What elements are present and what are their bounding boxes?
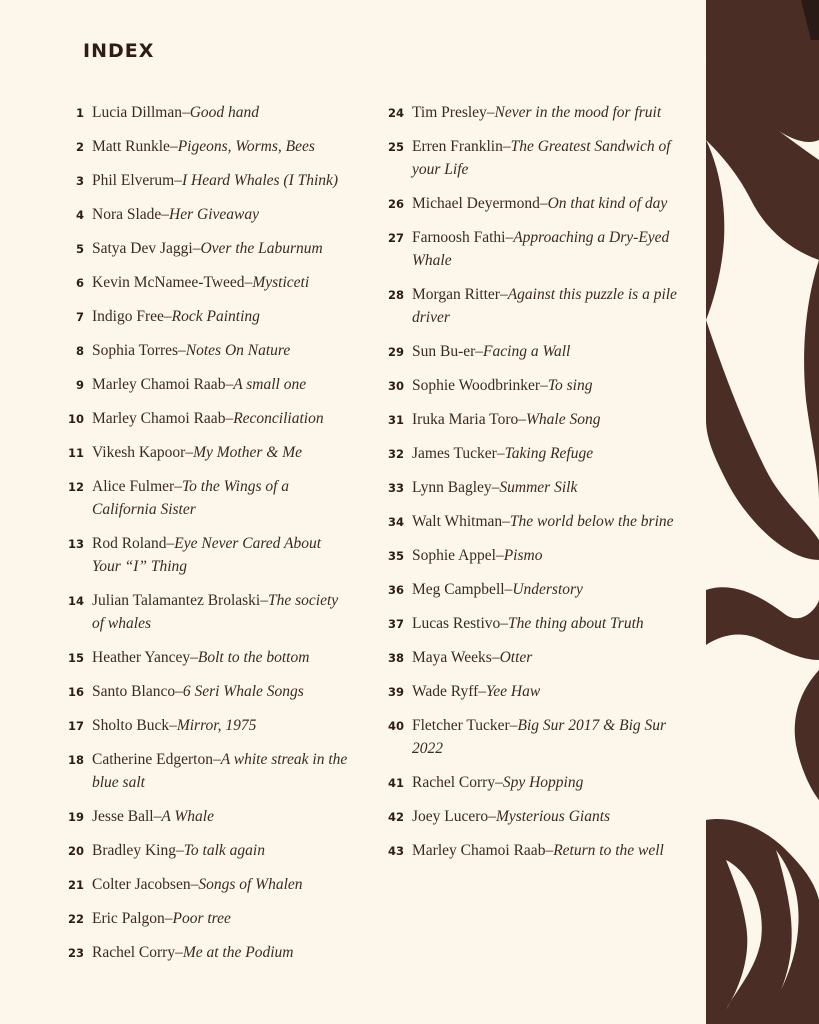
entry-text — [92, 339, 290, 362]
entry-title: Approaching a Dry-Eyed Whale — [412, 229, 670, 269]
entry-separator: – — [488, 808, 496, 825]
entry-separator: – — [499, 286, 508, 303]
index-entry — [380, 771, 680, 794]
entry-title: The thing about Truth — [508, 615, 644, 632]
entry-number: 38 — [387, 651, 404, 665]
entry-author: Indigo Free — [92, 308, 164, 325]
entry-title: Reconciliation — [233, 410, 324, 427]
entry-title: Poor tree — [172, 910, 231, 927]
entry-title: 6 Seri Whale Songs — [182, 683, 304, 700]
entry-text — [412, 192, 667, 215]
index-entry — [58, 748, 348, 794]
entry-separator: – — [504, 581, 513, 598]
index-entry — [380, 612, 680, 635]
entry-text — [412, 510, 674, 533]
entry-separator: – — [174, 172, 182, 189]
entry-author: Santo Blanco — [92, 683, 176, 700]
entry-author: Colter Jacobsen — [92, 876, 191, 893]
entry-text — [412, 612, 644, 635]
entry-author: Joey Lucero — [412, 808, 489, 825]
entry-text — [412, 135, 680, 181]
index-entry — [58, 941, 348, 964]
index-entry — [380, 442, 680, 465]
entry-separator: – — [225, 410, 234, 427]
index-entry — [58, 680, 348, 703]
entry-text — [92, 135, 315, 158]
entry-text — [412, 226, 680, 272]
entry-title: Me at the Podium — [182, 944, 294, 961]
entry-title: On that kind of day — [547, 195, 668, 212]
entry-separator: – — [175, 944, 183, 961]
entry-text — [92, 441, 302, 464]
entry-text — [92, 169, 338, 192]
entry-number: 41 — [387, 776, 404, 790]
entry-title: Mirror, 1975 — [176, 717, 257, 734]
index-entry — [58, 135, 348, 158]
index-entry — [380, 374, 680, 397]
index-entry — [58, 339, 348, 362]
entry-author: Marley Chamoi Raab — [92, 376, 226, 393]
entry-number: 20 — [67, 844, 84, 858]
entry-author: Satya Dev Jaggi — [92, 240, 193, 257]
entry-author: Sun Bu-er — [412, 343, 476, 360]
entry-number: 24 — [387, 106, 404, 120]
entry-title: Rock Painting — [171, 308, 260, 325]
entry-number: 28 — [387, 288, 404, 302]
entry-text — [92, 373, 306, 396]
index-entry — [58, 646, 348, 669]
entry-number: 30 — [387, 379, 404, 393]
entry-text — [92, 805, 214, 828]
entry-author: Jesse Ball — [92, 808, 154, 825]
index-entry — [380, 839, 680, 862]
entry-number: 7 — [75, 310, 84, 324]
entry-author: Michael Deyermond — [412, 195, 540, 212]
entry-title: Spy Hopping — [502, 774, 584, 791]
entry-number: 39 — [387, 685, 404, 699]
entry-text — [412, 101, 661, 124]
entry-number: 29 — [387, 345, 404, 359]
entry-text — [92, 271, 309, 294]
index-column-right — [380, 101, 680, 873]
entry-title: Songs of Whalen — [198, 876, 303, 893]
entry-title: Never in the mood for fruit — [494, 104, 662, 121]
entry-separator: – — [185, 444, 194, 461]
index-entry — [380, 805, 680, 828]
entry-text — [92, 305, 260, 328]
entry-separator: – — [545, 842, 554, 859]
entry-text — [412, 340, 570, 363]
entry-text — [92, 101, 259, 124]
entry-number: 13 — [67, 537, 84, 551]
entry-separator: – — [475, 343, 484, 360]
entry-author: Tim Presley — [412, 104, 487, 121]
entry-text — [92, 475, 348, 521]
entry-author: Meg Campbell — [412, 581, 505, 598]
entry-title: Against this puzzle is a pile driver — [412, 286, 677, 326]
entry-separator: – — [163, 308, 172, 325]
index-entry — [380, 510, 680, 533]
entry-number: 6 — [75, 276, 84, 290]
entry-number: 18 — [67, 753, 84, 767]
entry-text — [412, 805, 610, 828]
marbled-artwork-image — [706, 0, 819, 1024]
entry-number: 43 — [387, 844, 404, 858]
index-entry — [58, 101, 348, 124]
entry-separator: – — [502, 138, 511, 155]
entry-author: Bradley King — [92, 842, 176, 859]
entry-number: 31 — [387, 413, 404, 427]
entry-number: 3 — [75, 174, 84, 188]
entry-author: Sholto Buck — [92, 717, 170, 734]
entry-author: Eric Palgon — [92, 910, 165, 927]
entry-text — [92, 589, 348, 635]
entry-title: Taking Refuge — [504, 445, 594, 462]
index-entry — [380, 226, 680, 272]
entry-text — [92, 839, 265, 862]
entry-title: The Greatest Sandwich of your Life — [412, 138, 671, 178]
entry-separator: – — [175, 842, 184, 859]
index-entry — [380, 680, 680, 703]
entry-number: 25 — [387, 140, 404, 154]
entry-separator: – — [495, 547, 504, 564]
index-entry — [380, 192, 680, 215]
entry-title: Bolt to the bottom — [197, 649, 310, 666]
index-entry — [58, 271, 348, 294]
index-entry — [58, 441, 348, 464]
entry-author: Lynn Bagley — [412, 479, 492, 496]
index-entry — [58, 373, 348, 396]
index-entry — [58, 407, 348, 430]
entry-title: Whale Song — [525, 411, 601, 428]
entry-text — [92, 646, 309, 669]
entry-text — [412, 839, 664, 862]
entry-text — [92, 680, 304, 703]
entry-number: 34 — [387, 515, 404, 529]
entry-number: 42 — [387, 810, 404, 824]
entry-author: Alice Fulmer — [92, 478, 175, 495]
entry-title: Mysterious Giants — [495, 808, 611, 825]
entry-title: A white streak in the blue salt — [92, 751, 348, 791]
entry-number: 21 — [67, 878, 84, 892]
entry-number: 22 — [67, 912, 84, 926]
entry-author: Nora Slade — [92, 206, 162, 223]
entry-text — [412, 680, 540, 703]
entry-text — [412, 374, 592, 397]
entry-text — [92, 407, 324, 430]
entry-separator: – — [518, 411, 526, 428]
entry-number: 5 — [75, 242, 84, 256]
entry-title: Eye Never Cared About Your “I” Thing — [92, 535, 322, 575]
entry-separator: – — [539, 195, 548, 212]
entry-author: Julian Talamantez Brolaski — [92, 592, 261, 609]
index-entry — [380, 101, 680, 124]
entry-title: Over the Laburnum — [200, 240, 323, 257]
entry-number: 16 — [67, 685, 84, 699]
entry-number: 37 — [387, 617, 404, 631]
entry-title: Understory — [512, 581, 583, 598]
entry-author: Sophie Appel — [412, 547, 496, 564]
index-entry — [58, 589, 348, 635]
entry-number: 15 — [67, 651, 84, 665]
entry-separator: – — [496, 445, 505, 462]
entry-author: Rachel Corry — [92, 944, 176, 961]
entry-separator: – — [161, 206, 170, 223]
index-entry — [380, 714, 680, 760]
entry-separator: – — [190, 876, 199, 893]
entry-author: Walt Whitman — [412, 513, 503, 530]
index-heading: INDEX — [83, 40, 155, 62]
entry-title: I Heard Whales (I Think) — [181, 172, 339, 189]
index-entry — [58, 475, 348, 521]
entry-separator: – — [500, 615, 508, 632]
entry-text — [412, 714, 680, 760]
entry-title: To talk again — [183, 842, 265, 859]
entry-separator: – — [478, 683, 487, 700]
entry-author: Erren Franklin — [412, 138, 503, 155]
entry-author: Kevin McNamee-Tweed — [92, 274, 245, 291]
index-entry — [380, 544, 680, 567]
index-entry — [380, 135, 680, 181]
entry-separator: – — [178, 342, 186, 359]
entry-title: To sing — [547, 377, 593, 394]
entry-title: My Mother & Me — [193, 444, 302, 461]
entry-number: 36 — [387, 583, 404, 597]
entry-text — [412, 283, 680, 329]
entry-text — [412, 408, 600, 431]
entry-title: Her Giveaway — [169, 206, 260, 223]
entry-separator: – — [181, 104, 190, 121]
entry-number: 32 — [387, 447, 404, 461]
index-entry — [58, 237, 348, 260]
entry-author: Maya Weeks — [412, 649, 492, 666]
entry-title: A Whale — [161, 808, 214, 825]
entry-title: Otter — [499, 649, 533, 666]
entry-separator: – — [169, 138, 178, 155]
entry-text — [92, 203, 259, 226]
entry-number: 40 — [387, 719, 404, 733]
entry-separator: – — [164, 910, 173, 927]
entry-separator: – — [169, 717, 177, 734]
entry-text — [412, 578, 583, 601]
entry-text — [412, 544, 542, 567]
index-entry — [58, 532, 348, 578]
entry-text — [412, 646, 532, 669]
entry-author: Lucas Restivo — [412, 615, 501, 632]
entry-text — [92, 714, 256, 737]
entry-separator: – — [212, 751, 221, 768]
entry-text — [92, 237, 323, 260]
entry-number: 14 — [67, 594, 84, 608]
index-entry — [58, 873, 348, 896]
entry-author: Phil Elverum — [92, 172, 175, 189]
index-entry — [58, 907, 348, 930]
marbled-artwork — [706, 0, 819, 1024]
entry-separator: – — [509, 717, 518, 734]
entry-separator: – — [505, 229, 514, 246]
entry-number: 1 — [75, 106, 84, 120]
entry-author: Sophia Torres — [92, 342, 179, 359]
entry-number: 2 — [75, 140, 84, 154]
entry-separator: – — [502, 513, 510, 530]
entry-separator: – — [153, 808, 162, 825]
entry-title: Mysticeti — [252, 274, 310, 291]
entry-separator: – — [486, 104, 495, 121]
entry-separator: – — [192, 240, 201, 257]
entry-title: Notes On Nature — [185, 342, 291, 359]
entry-title: To the Wings of a California Sister — [92, 478, 290, 518]
entry-separator: – — [491, 649, 500, 666]
entry-separator: – — [491, 479, 500, 496]
entry-separator: – — [260, 592, 268, 609]
entry-author: James Tucker — [412, 445, 497, 462]
entry-title: The society of whales — [92, 592, 339, 632]
entry-author: Marley Chamoi Raab — [412, 842, 546, 859]
index-entry — [58, 169, 348, 192]
entry-title: Pigeons, Worms, Bees — [177, 138, 315, 155]
entry-author: Catherine Edgerton — [92, 751, 213, 768]
entry-author: Fletcher Tucker — [412, 717, 510, 734]
entry-separator: – — [175, 683, 183, 700]
entry-title: The world below the brine — [509, 513, 674, 530]
entry-text — [412, 442, 593, 465]
entry-title: Facing a Wall — [483, 343, 571, 360]
entry-number: 27 — [387, 231, 404, 245]
entry-number: 8 — [75, 344, 84, 358]
entry-title: Yee Haw — [486, 683, 541, 700]
entry-text — [412, 476, 577, 499]
index-entry — [58, 714, 348, 737]
entry-separator: – — [244, 274, 253, 291]
entry-number: 23 — [67, 946, 84, 960]
entry-title: Summer Silk — [499, 479, 578, 496]
index-entry — [58, 203, 348, 226]
entry-number: 33 — [387, 481, 404, 495]
entry-separator: – — [174, 478, 182, 495]
index-entry — [58, 305, 348, 328]
entry-title: Return to the well — [553, 842, 664, 859]
entry-number: 10 — [67, 412, 84, 426]
entry-separator: – — [495, 774, 503, 791]
entry-title: Good hand — [189, 104, 260, 121]
entry-title: Big Sur 2017 & Big Sur 2022 — [412, 717, 667, 757]
index-entry — [380, 408, 680, 431]
entry-number: 35 — [387, 549, 404, 563]
index-entry — [380, 578, 680, 601]
entry-author: Farnoosh Fathi — [412, 229, 506, 246]
entry-author: Sophie Woodbrinker — [412, 377, 541, 394]
index-column-left — [58, 101, 348, 975]
index-entry — [58, 839, 348, 862]
entry-author: Wade Ryff — [412, 683, 479, 700]
entry-separator: – — [225, 376, 234, 393]
entry-text — [92, 748, 348, 794]
entry-author: Rachel Corry — [412, 774, 496, 791]
index-entry — [380, 283, 680, 329]
entry-author: Vikesh Kapoor — [92, 444, 186, 461]
entry-number: 17 — [67, 719, 84, 733]
index-entry — [380, 340, 680, 363]
entry-number: 19 — [67, 810, 84, 824]
entry-number: 9 — [75, 378, 84, 392]
entry-author: Rod Roland — [92, 535, 167, 552]
index-entry — [380, 476, 680, 499]
entry-number: 12 — [67, 480, 84, 494]
entry-text — [412, 771, 583, 794]
entry-text — [92, 907, 231, 930]
entry-author: Matt Runkle — [92, 138, 170, 155]
index-entry — [380, 646, 680, 669]
entry-author: Heather Yancey — [92, 649, 191, 666]
entry-title: Pismo — [503, 547, 543, 564]
entry-author: Iruka Maria Toro — [412, 411, 519, 428]
entry-title: A small one — [233, 376, 307, 393]
entry-author: Lucia Dillman — [92, 104, 182, 121]
entry-author: Morgan Ritter — [412, 286, 500, 303]
entry-number: 11 — [67, 446, 84, 460]
entry-author: Marley Chamoi Raab — [92, 410, 226, 427]
index-entry — [58, 805, 348, 828]
entry-separator: – — [540, 377, 548, 394]
entry-number: 26 — [387, 197, 404, 211]
entry-separator: – — [166, 535, 175, 552]
entry-number: 4 — [75, 208, 84, 222]
entry-text — [92, 941, 293, 964]
entry-separator: – — [190, 649, 198, 666]
entry-text — [92, 532, 348, 578]
entry-text — [92, 873, 303, 896]
